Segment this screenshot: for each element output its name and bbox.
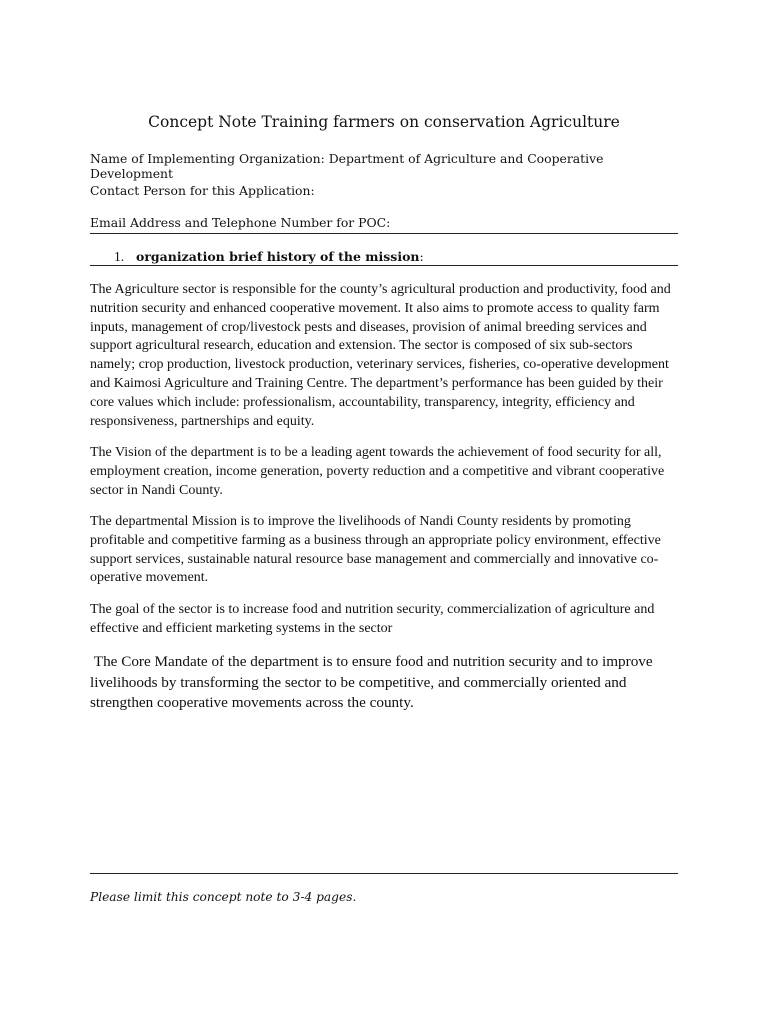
document-title: Concept Note Training farmers on conservation Agriculture [148, 113, 620, 131]
section-heading-text: organization brief history of the mission [136, 249, 420, 264]
paragraph-core-mandate: The Core Mandate of the department is to ensure food and nutrition security and to improve livelihoods by transforming the sector to be competitive, and commercially oriented and strengthen cooperative movements across the county. [90, 653, 657, 711]
section-heading [114, 249, 424, 265]
paragraph-goal: The goal of the sector is to increase food and nutrition security, commercialization of agriculture and effective and efficient marketing systems in the sector [90, 602, 655, 636]
divider-line [90, 233, 678, 234]
page-limit-note: Please limit this concept note to 3-4 pages. [90, 890, 357, 904]
paragraph-mission: The departmental Mission is to improve the livelihoods of Nandi County residents by promoting profitable and competitive farming as a business through an appropriate policy environment, effective support services, sustainable natural resource base management and commercially and innovative co-operative movement. [90, 514, 661, 586]
contact-person-field: Contact Person for this Application: [90, 183, 315, 198]
organization-field: Name of Implementing Organization: Department of Agriculture and Cooperative Development [90, 151, 604, 181]
section-number: 1. [114, 249, 125, 264]
divider-line [90, 265, 678, 266]
paragraph-agriculture-sector: The Agriculture sector is responsible for the county’s agricultural production and productivity, food and nutrition security and enhanced cooperative movement. It also aims to promote access to quality farm inputs, management of crop/livestock pests and diseases, provision of animal breeding services and support agricultural research, education and extension. The sector is composed of six sub-sectors namely; crop production, livestock production, veterinary services, fisheries, co-operative development and Kaimosi Agriculture and Training Centre. The department’s performance has been guided by their core values which include: professionalism, accountability, transparency, integrity, efficiency and responsiveness, partnerships and equity. [90, 282, 671, 429]
paragraph-vision: The Vision of the department is to be a leading agent towards the achievement of food security for all, employment creation, income generation, poverty reduction and a competitive and vibrant cooperative sector in Nandi County. [90, 445, 665, 498]
section-heading-colon: : [419, 249, 424, 264]
footer-divider-line [90, 873, 678, 874]
email-phone-field: Email Address and Telephone Number for POC: [90, 215, 391, 230]
